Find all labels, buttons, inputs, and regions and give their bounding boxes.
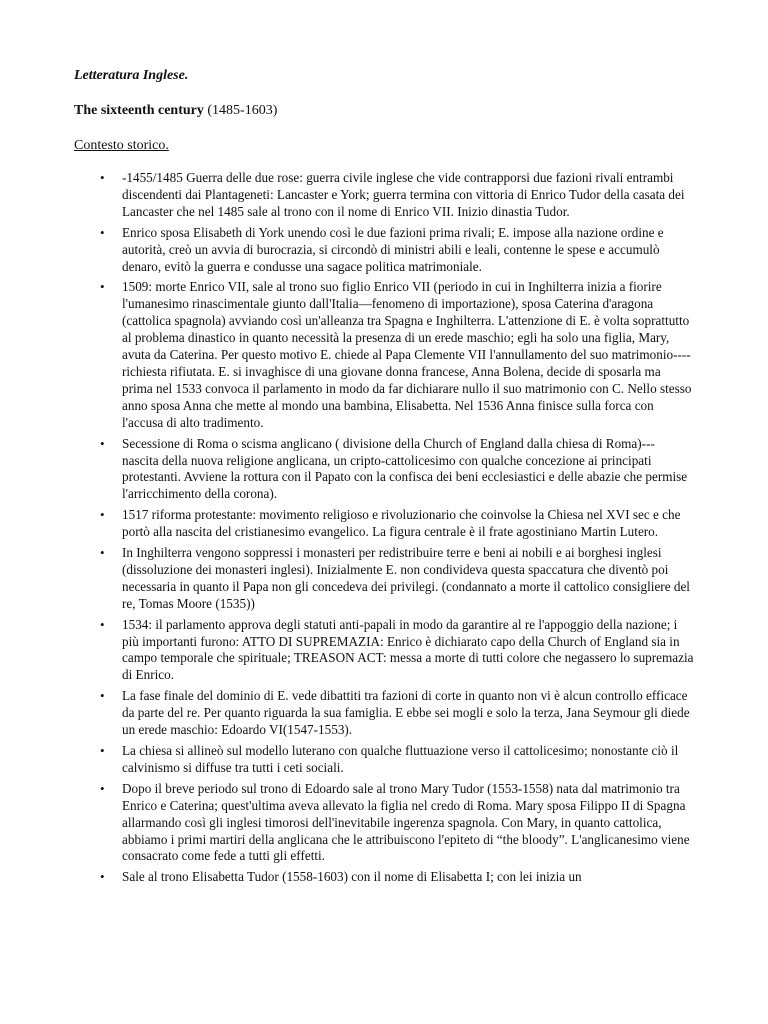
bullet-text: Dopo il breve periodo sul trono di Edoardo sale al trono Mary Tudor (1553-1558) nata dal matrimonio tra Enrico e Caterina; quest'ultima aveva allevato la figlia nel credo di Roma. Mary sposa Filippo II di Spagna allarmando così gli inglesi timorosi dell'inevitabile ingerenza spagnola. Con Mary, in quanto cattolica, abbiamo i primi martiri della anglicana che le attribuiscono l'epiteto di “the bloody”. L'anglicanesimo viene consacrato come fede a tutti gli effetti. [122, 780, 690, 864]
bullet-text: Secessione di Roma o scisma anglicano ( divisione della Church of England dalla chiesa di Roma)--- nascita della nuova religione anglicana, un cripto-cattolicesimo con qualche concezione ai principati protestanti. Avviene la rottura con il Papato con la confisca dei beni ecclesiastici e delle abazie che permise l'arricchimento della corona). [122, 435, 688, 502]
bullet-icon: • [100, 507, 105, 523]
bullet-text: Enrico sposa Elisabeth di York unendo così le due fazioni prima rivali; E. impose alla nazione ordine e autorità, creò un avvia di burocrazia, si circondò di ministri abili e leali, contenne le spese e accumulò denaro, evitò la guerra e condusse una sagace politica matrimoniale. [122, 224, 664, 274]
list-item [74, 688, 694, 739]
bullet-icon: • [100, 545, 105, 561]
bullet-text: 1517 riforma protestante: movimento religioso e rivoluzionario che coinvolse la Chiesa nel XVI sec e che portò alla nascita del cristianesimo evangelico. La figura centrale è il frate agostiniano Martin Lutero. [122, 507, 681, 540]
list-item [74, 170, 694, 221]
list-item [74, 781, 694, 866]
bullet-text: In Inghilterra vengono soppressi i monasteri per redistribuire terre e beni ai nobili e ai borghesi inglesi (dissoluzione dei monasteri inglesi). Inizialmente E. non condivideva questa spaccatura che diventò poi necessaria in quanto il Papa non gli concedeva dei privilegi. (condannato a morte il cattolico consigliere del re, Tomas Moore (1535)) [122, 545, 690, 611]
list-item [74, 869, 694, 886]
list-item [74, 617, 694, 685]
bullet-icon: • [100, 616, 105, 632]
list-item [74, 545, 694, 613]
list-item [74, 436, 694, 504]
list-item [74, 225, 694, 276]
bullet-icon: • [100, 688, 105, 704]
bullet-text: La chiesa si allineò sul modello luterano con qualche fluttuazione verso il cattolicesimo; nonostante ciò il calvinismo si diffuse tra tutti i ceti sociali. [122, 743, 679, 775]
bullet-icon: • [100, 780, 105, 796]
bullet-icon: • [100, 170, 105, 185]
list-item [74, 279, 694, 431]
bullet-text: 1509: morte Enrico VII, sale al trono suo figlio Enrico VII (periodo in cui in Inghilterra inizia a fiorire l'umanesimo rinascimentale giunto dall'Italia—fenomeno di importazione), sposa Caterina d'aragona (cattolica spagnola) avviando così un'alleanza tra Spagna e Inghilterra. L'attenzione di E. è volta soprattutto al problema dinastico in quanto necessità la presenza di un erede maschio; egli ha solo una figlia, Mary, avuta da Caterina. Per questo motivo E. chiede al Papa Clemente VII l'annullamento del suo matrimonio---- richiesta rifiutata. E. si invaghisce di una giovane donna francese, Anna Bolena, decide di sposarla ma prima nel 1533 convoca il parlamento in modo da far dichiarare nullo il suo matrimonio con C. Nello stesso anno sposa Anna che mette al mondo una bambina, Elisabetta. Nel 1536 Anna finisce sulla forca con l'accusa di alto tradimento. [122, 279, 692, 430]
bullet-text: Sale al trono Elisabetta Tudor (1558-1603) con il nome di Elisabetta I; con lei inizia un [122, 869, 582, 885]
bullet-text: -1455/1485 Guerra delle due rose: guerra civile inglese che vide contrapporsi due fazioni rivali entrambi discendenti dai Plantageneti: Lancaster e York; guerra termina con vittoria di Enrico Tudor della casata dei Lancaster che nel 1485 sale al trono con il nome di Enrico VII. Inizio dinastia Tudor. [122, 170, 685, 219]
bullet-text: 1534: il parlamento approva degli statuti anti-papali in modo da garantire al re l'appoggio della nazione; i più importanti furono: ATTO DI SUPREMAZIA: Enrico è dichiarato capo della Church of England sia in campo temporale che spirituale; TREASON ACT: messa a morte di tutti colore che negassero lo supremazia di Enrico. [122, 616, 694, 683]
bullet-icon: • [100, 743, 105, 758]
bullet-icon: • [100, 435, 105, 451]
bullet-icon: • [100, 224, 105, 240]
section-heading [74, 102, 277, 120]
history-bullet-list [74, 170, 694, 890]
bullet-text: La fase finale del dominio di E. vede dibattiti tra fazioni di corte in quanto non vi è alcun controllo efficace da parte del re. Per quanto riguarda la sua famiglia. E ebbe sei mogli e solo la terza, Jana Seymour gli diede un erede maschio: Edoardo VI(1547-1553). [122, 688, 690, 738]
bullet-icon: • [100, 279, 105, 295]
bullet-icon: • [100, 869, 105, 885]
list-item [74, 507, 694, 541]
document-title: Letteratura Inglese. [74, 68, 189, 83]
century-dates: (1485-1603) [203, 103, 278, 118]
century-title: The sixteenth century [74, 103, 204, 118]
historical-context-heading: Contesto storico. [74, 138, 169, 153]
list-item [74, 743, 694, 777]
